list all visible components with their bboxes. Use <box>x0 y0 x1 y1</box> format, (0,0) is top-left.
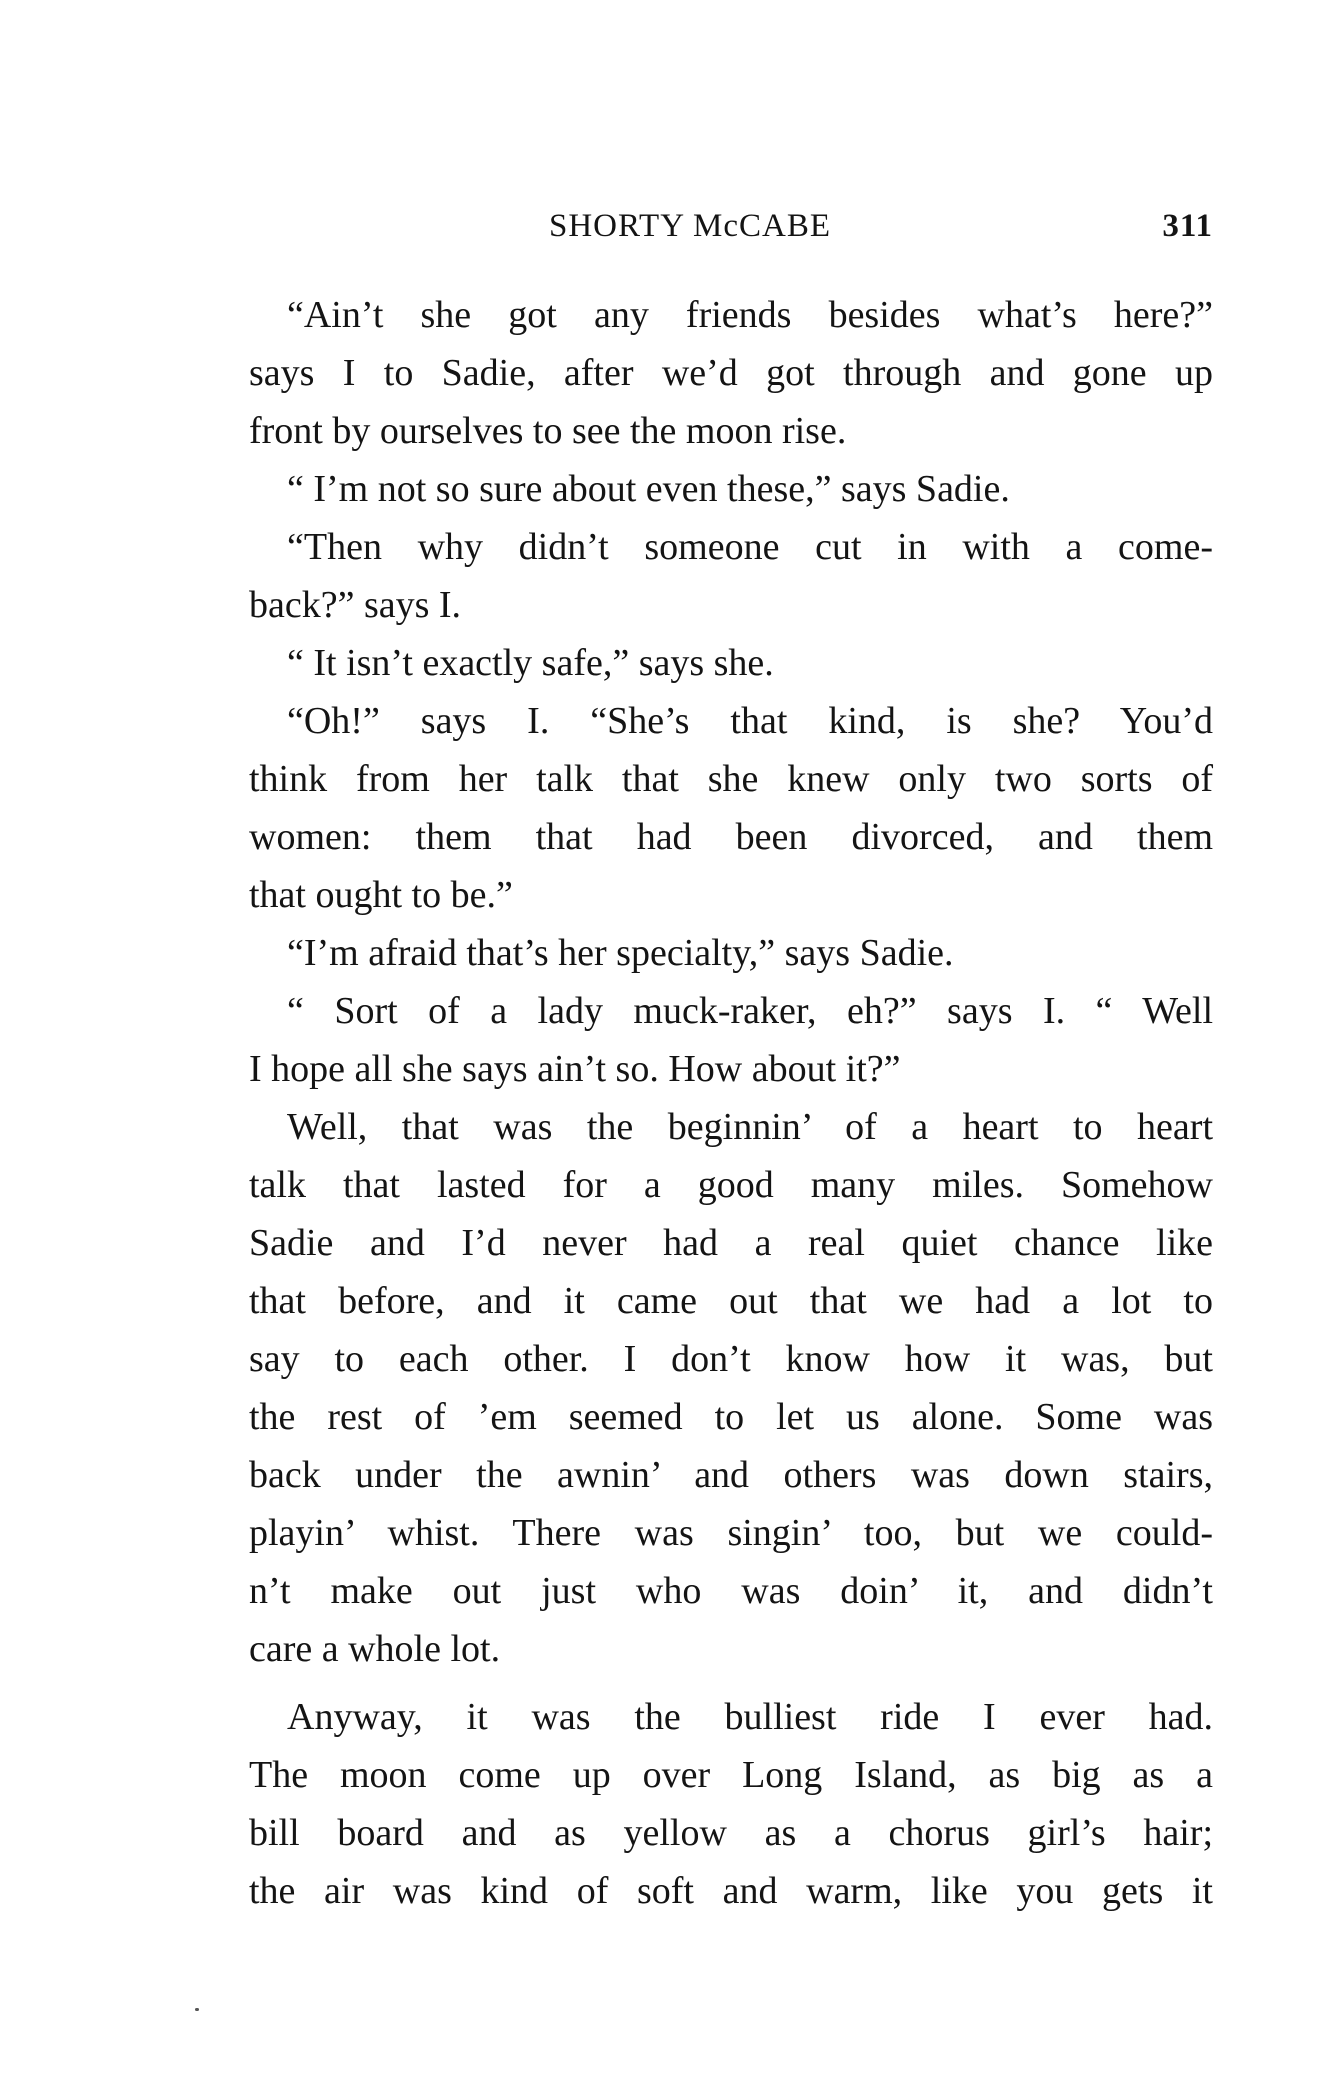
text-line: “I’m afraid that’s her specialty,” says Sadie. <box>287 932 954 974</box>
text-line: “Ain’t she got any friends besides what’s here?” <box>287 294 1213 336</box>
text-line: back under the awnin’ and others was down stairs, <box>249 1454 1213 1496</box>
running-title: SHORTY McCABE <box>549 208 832 244</box>
text-line: front by ourselves to see the moon rise. <box>249 410 847 452</box>
text-line: n’t make out just who was doin’ it, and didn’t <box>249 1570 1213 1612</box>
text-line: talk that lasted for a good many miles. Somehow <box>249 1164 1213 1206</box>
running-head <box>249 208 1213 258</box>
text-line: “ I’m not so sure about even these,” says Sadie. <box>287 468 1010 510</box>
text-line: Sadie and I’d never had a real quiet chance like <box>249 1222 1213 1264</box>
text-line: women: them that had been divorced, and them <box>249 816 1213 858</box>
page-number: 311 <box>1162 208 1213 244</box>
text-line: bill board and as yellow as a chorus girl’s hair; <box>249 1812 1213 1854</box>
body-text <box>249 286 1213 1920</box>
text-line: playin’ whist. There was singin’ too, but we could- <box>249 1512 1213 1554</box>
text-line: that before, and it came out that we had a lot to <box>249 1280 1213 1322</box>
text-line: says I to Sadie, after we’d got through and gone up <box>249 352 1213 394</box>
text-line: The moon come up over Long Island, as big as a <box>249 1754 1213 1796</box>
text-line: Well, that was the beginnin’ of a heart to heart <box>287 1106 1213 1148</box>
text-line: say to each other. I don’t know how it was, but <box>249 1338 1213 1380</box>
text-line: that ought to be.” <box>249 874 513 916</box>
paragraph-gap <box>249 1678 1213 1688</box>
text-line: the rest of ’em seemed to let us alone. Some was <box>249 1396 1213 1438</box>
print-speck <box>195 2008 199 2011</box>
text-line: “ It isn’t exactly safe,” says she. <box>287 642 774 684</box>
text-line: the air was kind of soft and warm, like you gets it <box>249 1870 1213 1912</box>
text-line: “Then why didn’t someone cut in with a come- <box>287 526 1213 568</box>
text-line: care a whole lot. <box>249 1628 501 1670</box>
text-line: think from her talk that she knew only two sorts of <box>249 758 1213 800</box>
text-line: Anyway, it was the bulliest ride I ever had. <box>287 1696 1213 1738</box>
text-line: I hope all she says ain’t so. How about it?” <box>249 1048 901 1090</box>
text-line: “ Sort of a lady muck-raker, eh?” says I. “ Well <box>287 990 1213 1032</box>
text-line: “Oh!” says I. “She’s that kind, is she? You’d <box>287 700 1213 742</box>
text-line: back?” says I. <box>249 584 462 626</box>
